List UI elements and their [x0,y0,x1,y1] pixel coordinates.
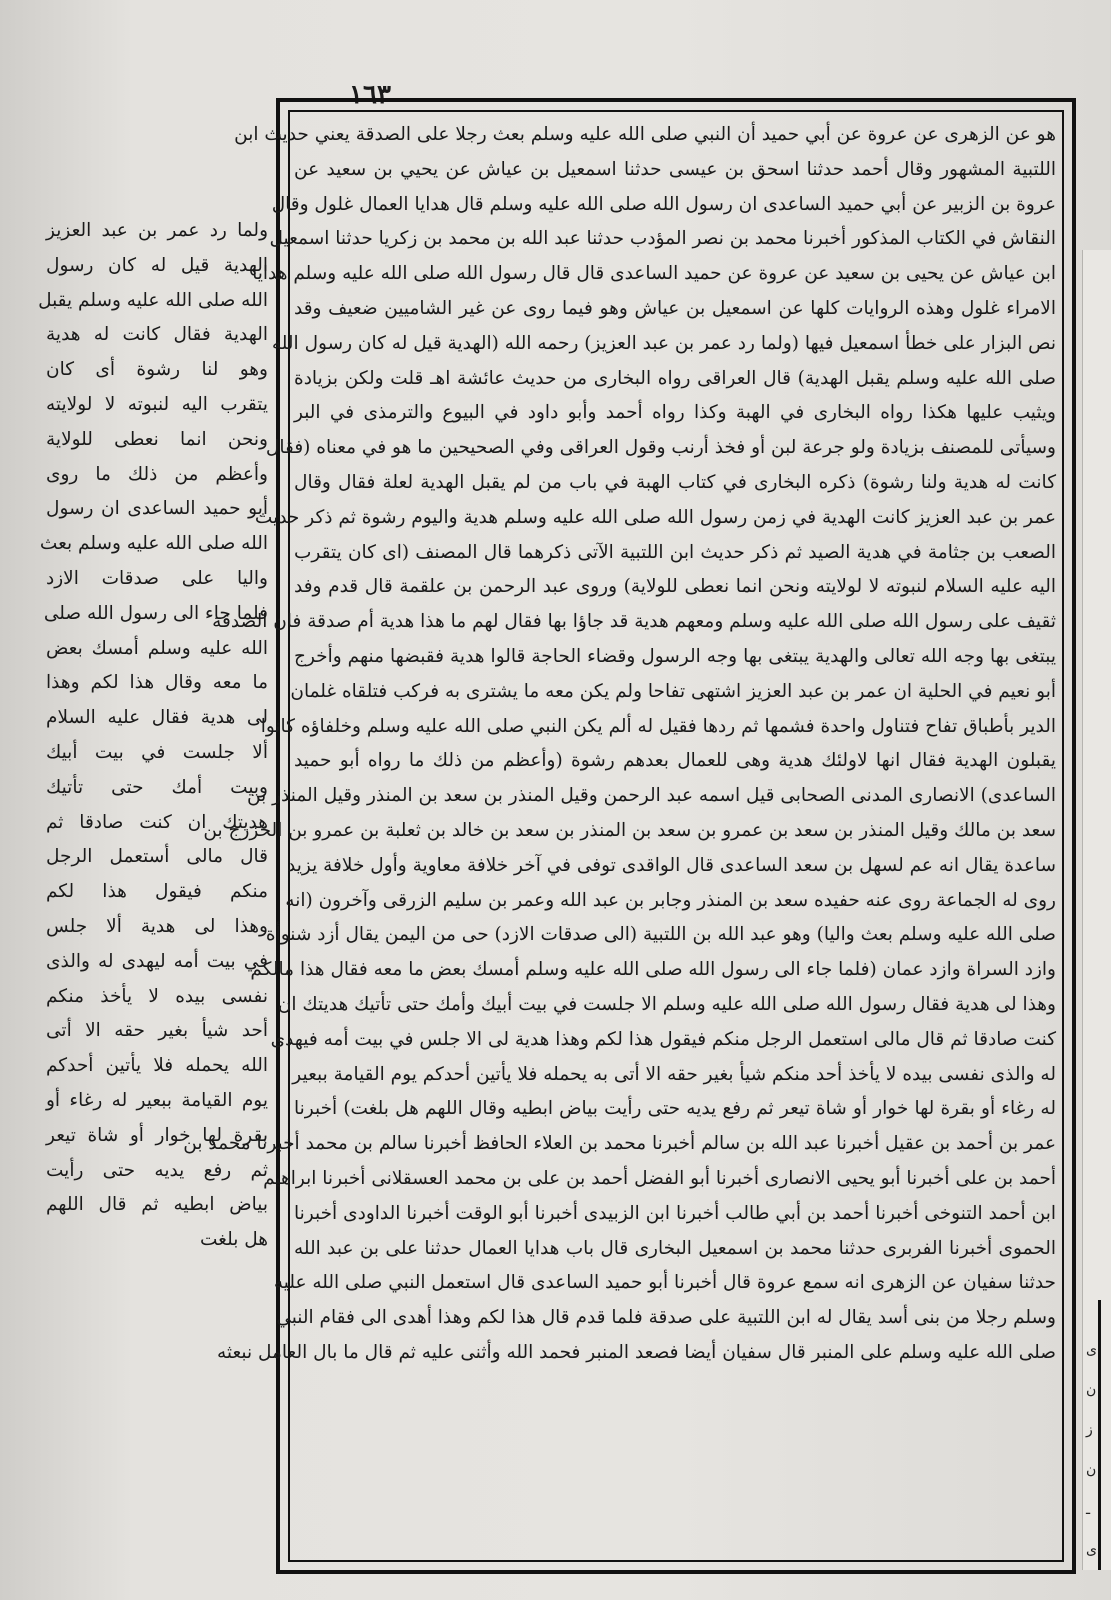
margin-text-line: ألا جلست في بيت أبيك [46,741,268,763]
edge-glyph: ـ [1086,1502,1091,1518]
main-text-line: هو عن الزهرى عن عروة عن أبي حميد أن النبي صلى الله عليه وسلم بعث رجلا على الصدقة يعني حديث ابن [234,124,1056,145]
main-text-line: اليه عليه السلام لنبوته لا لولايته ونحن انما نعطى للولاية) وروى عبد الرحمن بن علقمة قال قدم وفد [294,576,1056,598]
main-text-line: ابن عياش عن يحيى بن سعيد عن عروة عن حميد الساعدى قال قال رسول الله صلى الله عليه وسلم هدايا [252,263,1056,285]
main-text-line: الدير بأطباق تفاح فتناول واحدة فشمها ثم ردها فقيل له ألم يكن النبي صلى الله عليه وسلم وخلفاؤه كانوا [260,715,1056,737]
main-text-line: صلى الله عليه وسلم بعث واليا) وهو عبد الله بن اللتبية (الى صدقات الازد) حى من اليمن يقال أزد شنوأة [265,924,1056,946]
main-text-line: يقبلون الهدية فقال انها لاولئك هدية وهى للعمال بعدهم رشوة (وأعظم من ذلك ما رواه أبو حميد [294,750,1056,772]
main-text-line: سعد بن مالك وقيل المنذر بن سعد بن عمرو بن سعد بن المنذر بن سعد بن خالد بن ثعلبة بن عمرو بن الخزرج بن [203,819,1056,841]
margin-text-line: ثم رفع يديه حتى رأيت [46,1159,268,1181]
main-text-line: أحمد بن على أخبرنا أبو يحيى الانصارى أخبرنا أبو الفضل أحمد بن على بن محمد العسقلانى أخبرنا ابراهيم [263,1167,1056,1189]
margin-text-line: يوم القيامة ببعير له رغاء أو [46,1089,268,1111]
margin-text-line: أحد شيأ بغير حقه الا أتى [46,1020,268,1042]
margin-text-line: واليا على صدقات الازد [46,567,268,589]
margin-text-line: فلما جاء الى رسول الله صلى [43,602,268,624]
main-text-line: وسلم رجلا من بنى أسد يقال له ابن اللتبية على صدقة فلما قدم قال هذا لكم وهذا أهدى الى فقام النبي [276,1307,1056,1329]
main-text-line: وسيأتى للمصنف بزيادة ولو جرعة لبن أو فخذ أرنب وقول العراقى وفي الصحيحين ما هو في معناه (فقال [265,437,1056,459]
main-text-line: وازد السراة وازد عمان (فلما جاء الى رسول الله صلى الله عليه وسلم أمسك بعض ما معه فقال هذا مالكم [250,959,1056,981]
edge-glyph: ن [1086,1382,1097,1398]
main-text-line: كنت صادقا ثم قال مالى استعمل الرجل منكم فيقول هذا لكم وهذا هدية لى الا جلس في بيت أمه فيهدى [270,1028,1056,1050]
margin-text-line: قال مالى أستعمل الرجل [46,846,268,868]
margin-text-line: منكم فيقول هذا لكم [46,881,268,903]
main-text-line: صلى الله عليه وسلم يقبل الهدية) قال العراقى رواه البخارى من حديث عائشة اهـ قلت ولكن بزيادة [294,367,1056,389]
margin-text-line: وهو لنا رشوة أى كان [46,359,268,381]
margin-text-line: الله صلى الله عليه وسلم يقبل [38,289,268,311]
main-text-line: وهذا لى هدية فقال رسول الله صلى الله عليه وسلم الا جلست في بيت أبيك وأمك حتى تأتيك هديتك ان [277,993,1056,1015]
main-text-line: ثقيف على رسول الله صلى الله عليه وسلم ومعهم هدية قد جاؤا بها فقال لهم ما هذا هدية أم صدقة فان الصدقة [212,611,1056,633]
main-text-line: عمر بن أحمد بن عقيل أخبرنا عبد الله بن سالم أخبرنا محمد بن العلاء الحافظ أخبرنا سالم بن محمد أخبرنا محمد بن [183,1133,1056,1155]
margin-text-line: بياض ابطيه ثم قال اللهم [46,1194,268,1216]
margin-text-line: وبيت أمك حتى تأتيك [46,776,268,798]
edge-glyph: ى [1086,1542,1097,1558]
edge-glyph: ى [1086,1342,1097,1358]
main-text-line: اللتبية المشهور وقال أحمد حدثنا اسحق بن عيسى حدثنا اسمعيل بن عياش عن يحيي بن سعيد عن [294,158,1056,180]
main-text-line: ويثيب عليها هكذا رواه البخارى في الهبة وكذا رواه أحمد وأبو داود في البيوع والترمذى في البر [294,402,1056,424]
main-text-line: النقاش في الكتاب المذكور أخبرنا محمد بن نصر المؤدب حدثنا عبد الله بن محمد بن زكريا حدثنا اسمعيل [269,228,1056,250]
margin-text-line: أبو حميد الساعدى ان رسول [46,498,268,520]
margin-text-line: ما معه وقال هذا لكم وهذا [46,672,268,694]
main-text-line: ساعدة يقال انه عم لسهل بن سعد الساعدى قال الواقدى توفى في آخر خلافة معاوية وأول خلافة يزيد [287,854,1056,876]
main-text-line: كانت له هدية ولنا رشوة) ذكره البخارى في كتاب الهبة في باب من لم يقبل الهدية لعلة فقال وقال [294,471,1056,493]
margin-text-line: ونحن انما نعطى للولاية [46,428,268,450]
next-page-edge-rule [1098,1300,1101,1570]
margin-text-line: بقرة لها خوار أو شاة تيعر [46,1124,268,1146]
main-text-line: نص البزار على خطأ اسمعيل فيها (ولما رد عمر بن عبد العزيز) رحمه الله (الهدية قيل له كان رسول الله [271,332,1056,354]
edge-glyph: ن [1086,1462,1097,1478]
main-text-line: أبو نعيم في الحلية ان عمر بن عبد العزيز اشتهى تفاحا ولم يكن معه ما يشترى به فركب فتلقاه غلمان [290,680,1056,702]
main-text-line: صلى الله عليه وسلم على المنبر قال سفيان أيضا فصعد المنبر فحمد الله وأثنى عليه ثم قال ما بال العامل نبعثه [216,1341,1056,1363]
main-text-line: روى له الجماعة روى عنه حفيده سعد بن المنذر وجابر بن عبد الله وعمر بن سليم الزرقى وآخرون (انه [285,889,1056,911]
main-text-line: ابن أحمد التنوخى أخبرنا أحمد بن أبي طالب أخبرنا ابن الزبيدى أخبرنا أبو الوقت أخبرنا الداودى أخبرنا [294,1202,1056,1224]
main-text-line: الامراء غلول وهذه الروايات كلها عن اسمعيل بن عياش وهو فيما روى عن غير الشاميين ضعيف وقد [294,297,1056,319]
margin-text-line: لى هدية فقال عليه السلام [46,707,268,729]
edge-glyph: ز [1086,1422,1093,1438]
margin-text-line: ولما رد عمر بن عبد العزيز [46,220,268,241]
margin-text-line: الهدية فقال كانت له هدية [46,324,268,346]
margin-text-line: نفسى بيده لا يأخذ منكم [46,985,268,1007]
main-text-line: الحموى أخبرنا الفربرى حدثنا محمد بن اسمعيل البخارى قال باب هدايا العمال حدثنا على بن عبد الله [294,1237,1056,1259]
main-text-line: الصعب بن جثامة في هدية الصيد ثم ذكر حديث ابن اللتبية الآتى ذكرهما قال المصنف (اى كان يتقرب [294,541,1056,563]
margin-text-line: وأعظم من ذلك ما روى [46,463,268,485]
main-commentary-text [183,118,1056,1556]
margin-text-line: الله يحمله فلا يأتين أحدكم [46,1055,268,1077]
margin-text-line: الهدية قيل له كان رسول [46,254,268,276]
margin-text-line: وهذا لى هدية ألا جلس [46,915,268,937]
main-text-line: عروة بن الزبير عن أبي حميد الساعدى ان رسول الله صلى الله عليه وسلم قال هدايا العمال غلول وقال [271,193,1056,215]
main-text-line: يبتغى بها وجه الله تعالى والهدية يبتغى بها وجه الرسول وقضاء الحاجة قالوا هدية فقبضها منهم وأخرج [294,645,1056,667]
margin-text-line: في بيت أمه ليهدى له والذى [46,950,268,972]
margin-matn-text [38,214,268,1334]
main-text-line: له والذى نفسى بيده لا يأخذ أحد منكم شيأ بغير حقه الا أتى به يحمله فلا يأتين أحدكم يوم القيامة ببعير [292,1063,1056,1085]
margin-text-line: هديتك ان كنت صادقا ثم [46,811,268,833]
main-text-line: الساعدى) الانصارى المدنى الصحابى قيل اسمه عبد الرحمن وقيل المنذر بن سعد بن المنذر وقيل المنذر بن [247,785,1056,807]
margin-text-line: يتقرب اليه لنبوته لا لولايته [46,393,268,415]
main-text-line: حدثنا سفيان عن الزهرى انه سمع عروة قال أخبرنا أبو حميد الساعدى قال استعمل النبي صلى الله عليه [273,1272,1056,1294]
margin-text-line: الله صلى الله عليه وسلم بعث [39,533,268,555]
margin-text-line: هل بلغت [199,1229,268,1251]
margin-text-line: الله عليه وسلم أمسك بعض [46,637,268,659]
page-number: ١٦٣ [349,80,391,110]
main-text-line: عمر بن عبد العزيز كانت الهدية في زمن رسول الله صلى الله عليه وسلم هدية واليوم رشوة ثم ذكر حديث [254,506,1056,528]
next-page-edge-glyphs [1086,1330,1098,1570]
main-text-line: له رغاء أو بقرة لها خوار أو شاة تيعر ثم رفع يديه حتى رأيت بياض ابطيه وقال اللهم هل بلغت) أخبرنا [294,1098,1056,1120]
